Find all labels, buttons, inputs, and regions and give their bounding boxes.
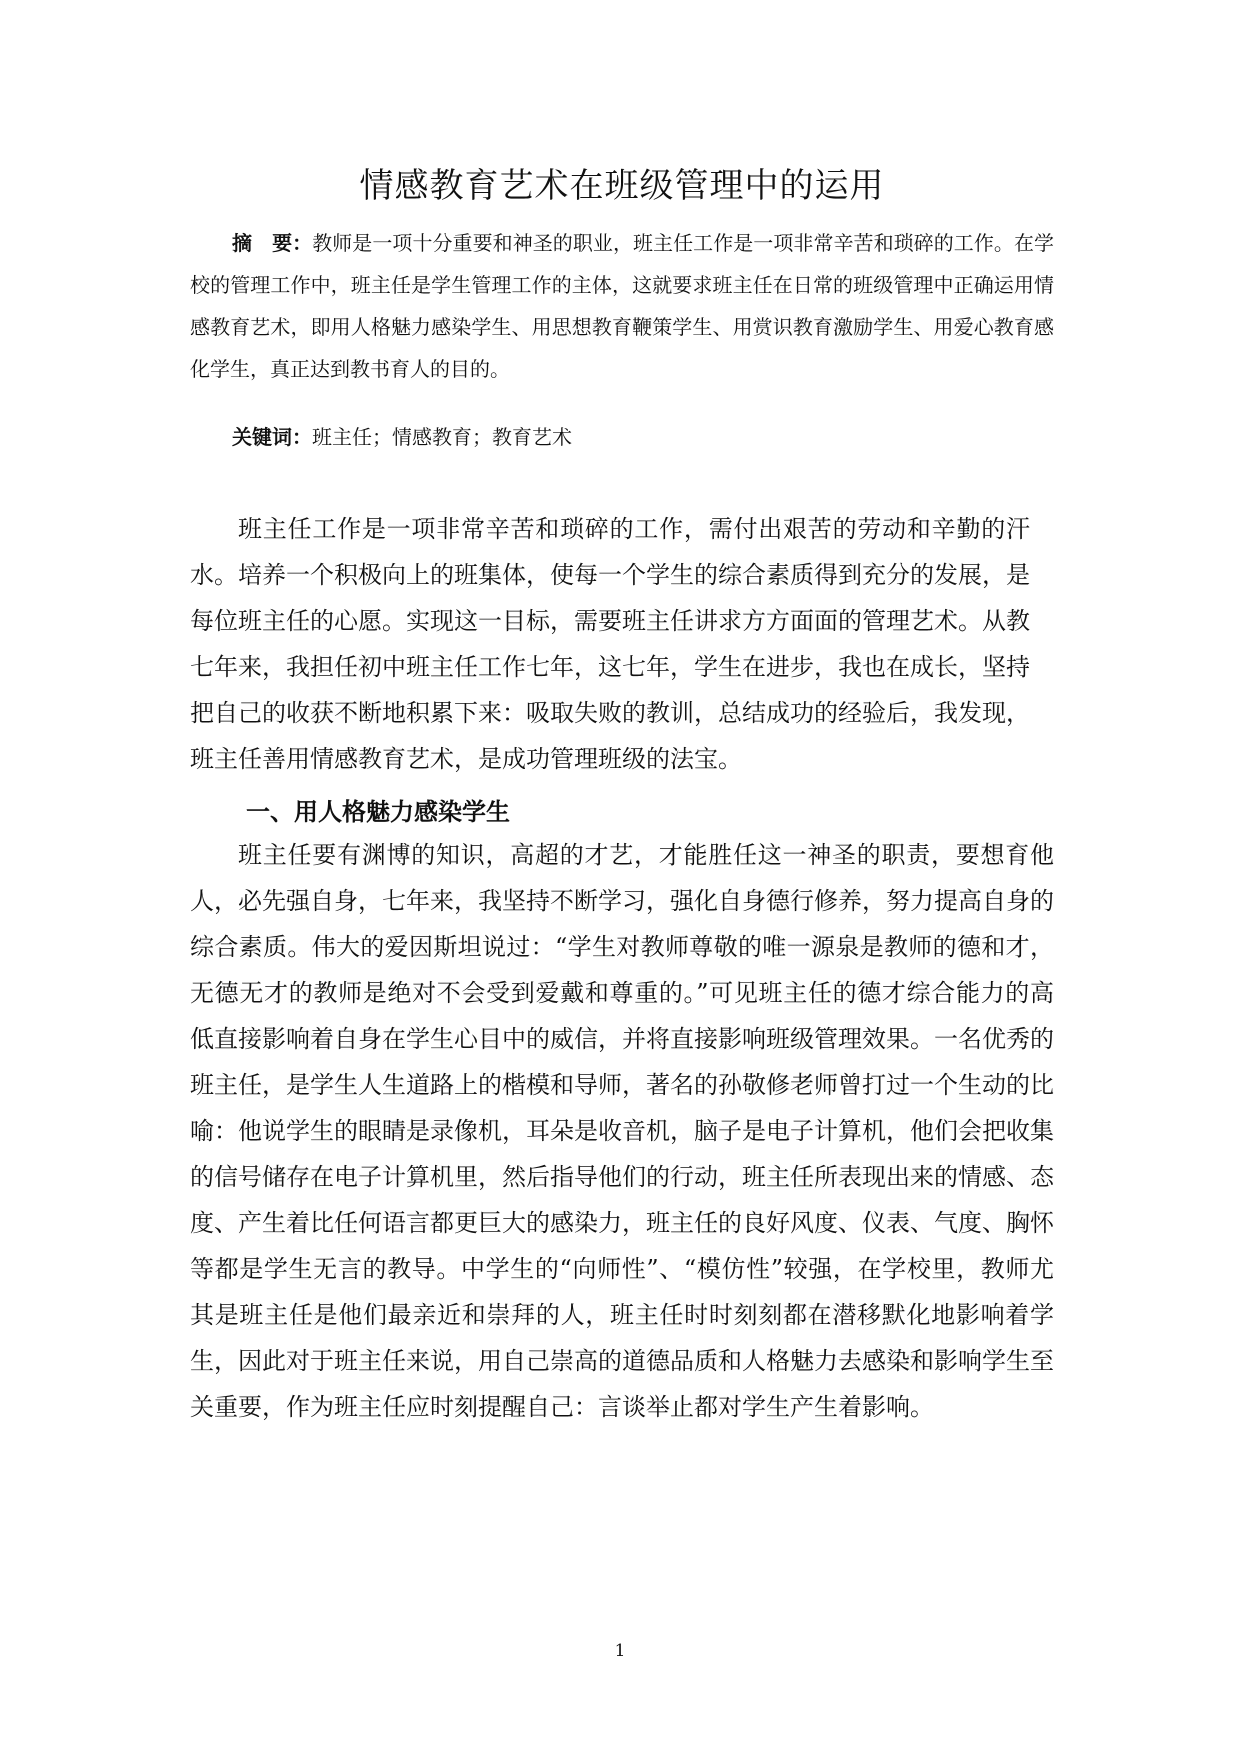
page-number: 1 <box>614 1641 626 1661</box>
keywords-text: 班主任；情感教育；教育艺术 <box>312 425 572 449</box>
abstract-text: 教师是一项十分重要和神圣的职业，班主任工作是一项非常辛苦和琐碎的工作。在学校的管理工作中，班主任是学生管理工作的主体，这就要求班主任在日常的班级管理中正确运用情感教育艺术，即用人格魅力感染学生、用思想教育鞭策学生、用赏识教育激励学生、用爱心教育感化学生，真正达到教书育人的目的。 <box>190 231 1055 381</box>
section-heading-1: 一、用人格魅力感染学生 <box>246 798 510 826</box>
body-paragraph-1: 班主任工作是一项非常辛苦和琐碎的工作，需付出艰苦的劳动和辛勤的汗水。培养一个积极向上的班集体，使每一个学生的综合素质得到充分的发展，是每位班主任的心愿。实现这一目标，需要班主任讲求方方面面的管理艺术。从教七年来，我担任初中班主任工作七年，这七年，学生在进步，我也在成长，坚持把自己的收获不断地积累下来：吸取失败的教训，总结成功的经验后，我发现，班主任善用情感教育艺术，是成功管理班级的法宝。 <box>190 515 1030 773</box>
document-title: 情感教育艺术在班级管理中的运用 <box>359 166 885 206</box>
keywords-label: 关键词： <box>232 425 312 449</box>
abstract-label: 摘 要： <box>232 231 313 255</box>
keywords <box>232 416 1054 458</box>
body-paragraph-2: 班主任要有渊博的知识，高超的才艺，才能胜任这一神圣的职责，要想育他人，必先强自身，七年来，我坚持不断学习，强化自身德行修养，努力提高自身的综合素质。伟大的爱因斯坦说过：“学生对教师尊敬的唯一源泉是教师的德和才，无德无才的教师是绝对不会受到爱戴和尊重的。”可见班主任的德才综合能力的高低直接影响着自身在学生心目中的威信，并将直接影响班级管理效果。一名优秀的班主任，是学生人生道路上的楷模和导师，著名的孙敬修老师曾打过一个生动的比喻：他说学生的眼睛是录像机，耳朵是收音机，脑子是电子计算机，他们会把收集的信号储存在电子计算机里，然后指导他们的行动，班主任所表现出来的情感、态度、产生着比任何语言都更巨大的感染力，班主任的良好风度、仪表、气度、胸怀等都是学生无言的教导。中学生的“向师性”、“模仿性”较强，在学校里，教师尤其是班主任是他们最亲近和崇拜的人，班主任时时刻刻都在潜移默化地影响着学生，因此对于班主任来说，用自己崇高的道德品质和人格魅力去感染和影响学生至关重要，作为班主任应时刻提醒自己：言谈举止都对学生产生着影响。 <box>190 841 1054 1421</box>
abstract <box>190 222 1054 390</box>
